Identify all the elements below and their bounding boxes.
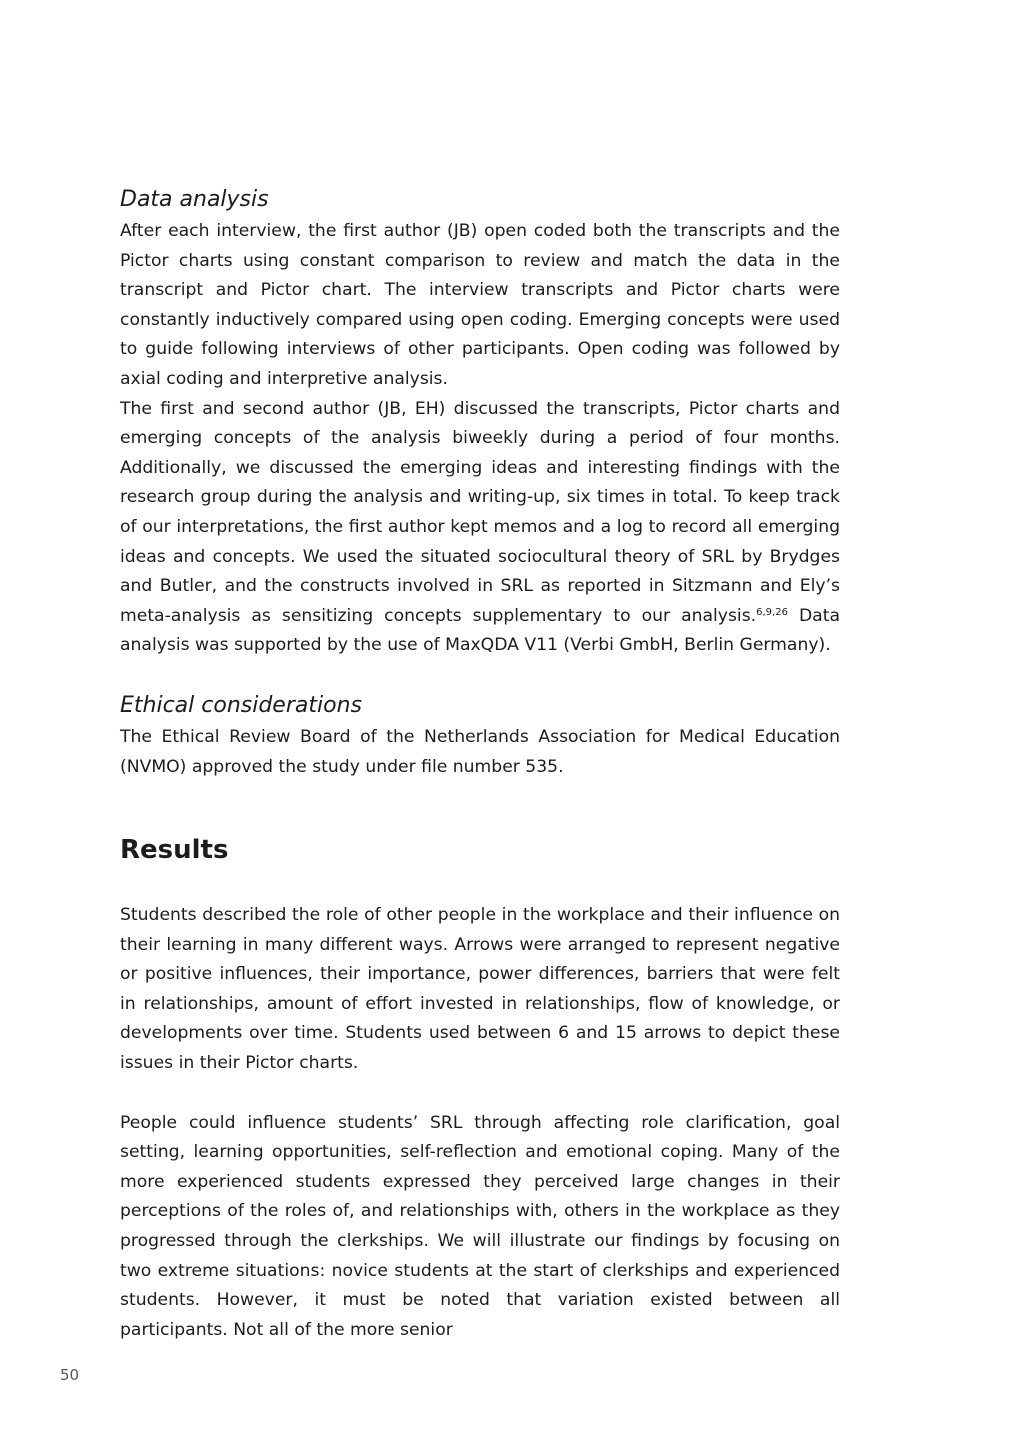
ethical-paragraph: The Ethical Review Board of the Netherlands Association for Medical Education (NVMO) approved the study under file number 535. (120, 726, 840, 777)
data-analysis-heading: Data analysis (120, 187, 269, 212)
document-body (120, 183, 840, 1345)
citation-superscript: 6,9,26 (756, 606, 788, 618)
data-analysis-paragraph-2-text: The first and second author (JB, EH) discussed the transcripts, Pictor charts and emerging concepts of the analysis biweekly during a period of four months. Additionally, we discussed the emerging ideas and interesting findings with the research group during the analysis and writing-up, six times in total. To keep track of our interpretations, the first author kept memos and a log to record all emerging ideas and concepts. We used the situated sociocultural theory of SRL by Brydges and Butler, and the constructs involved in SRL as reported in Sitzmann and Ely’s meta-analysis as sensitizing concepts supplementary to our analysis. (120, 398, 840, 626)
page-number: 50 (60, 1366, 80, 1384)
results-heading: Results (120, 835, 229, 866)
data-analysis-paragraph-2 (120, 395, 840, 661)
results-paragraph-1: Students described the role of other people in the workplace and their influence on their learning in many different ways. Arrows were arranged to represent negative or positive influences, their importance, power differences, barriers that were felt in relationships, amount of effort invested in relationships, flow of knowledge, or developments over time. Students used between 6 and 15 arrows to depict these issues in their Pictor charts. (120, 905, 840, 1074)
ethical-considerations-heading: Ethical considerations (120, 692, 362, 718)
data-analysis-paragraph-1: After each interview, the first author (JB) open coded both the transcripts and the Pictor charts using constant comparison to review and match the data in the transcript and Pictor chart. The interview transcripts and Pictor charts were constantly inductively compared using open coding. Emerging concepts were used to guide following interviews of other participants. Open coding was followed by axial coding and interpretive analysis. (120, 221, 840, 389)
results-paragraph-2: People could influence students’ SRL through affecting role clarification, goal setting, learning opportunities, self-reflection and emotional coping. Many of the more experienced students expressed they perceived large changes in their perceptions of the roles of, and relationships with, others in the workplace as they progressed through the clerkships. We will illustrate our findings by focusing on two extreme situations: novice students at the start of clerkships and experienced students. However, it must be noted that variation existed between all participants. Not all of the more senior (120, 1112, 840, 1340)
data-analysis-paragraph-2-tail: Data analysis was supported by the use of MaxQDA V11 (Verbi GmbH, Berlin Germany). (120, 605, 840, 656)
